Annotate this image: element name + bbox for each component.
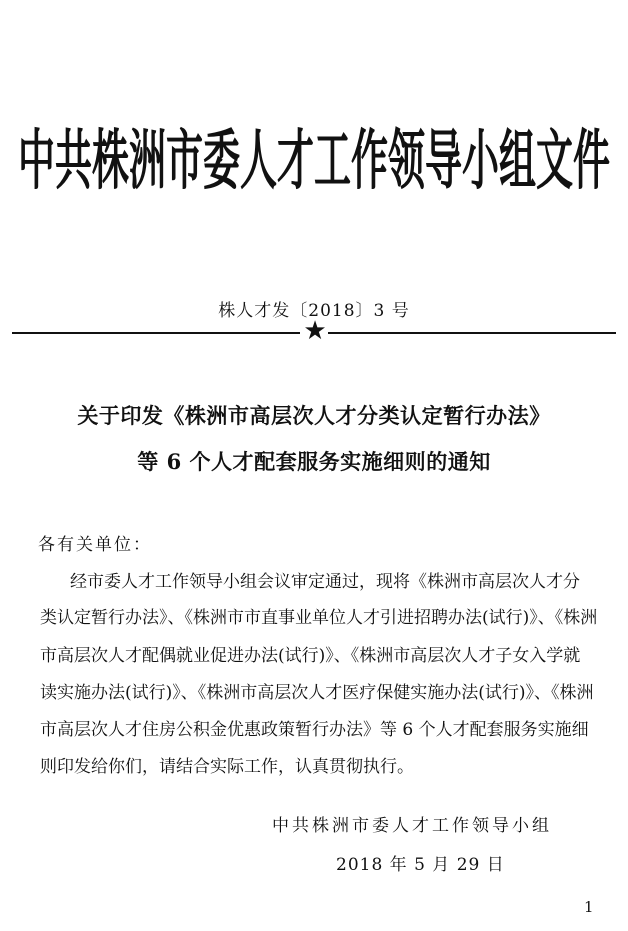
body-paragraph-line: 类认定暂行办法》、《株洲市市直事业单位人才引进招聘办法(试行)》、《株洲 [40, 608, 598, 628]
salutation: 各有关单位： [38, 535, 152, 555]
divider-line-right [328, 332, 616, 334]
body-paragraph-line: 市高层次人才配偶就业促进办法(试行)》、《株洲市高层次人才子女入学就 [40, 646, 581, 666]
signatory: 中共株洲市委人才工作领导小组 [272, 816, 552, 836]
document-number: 株人才发〔2018〕3 号 [218, 301, 410, 321]
body-paragraph-line: 读实施办法(试行)》、《株洲市高层次人才医疗保健实施办法(试行)》、《株洲 [40, 683, 594, 703]
page-number: 1 [584, 898, 594, 916]
body-paragraph-line: 市高层次人才住房公积金优惠政策暂行办法》等 6 个人才配套服务实施细 [40, 720, 589, 740]
star-icon: ★ [303, 316, 327, 346]
header-divider [12, 318, 616, 348]
issue-date: 2018 年 5 月 29 日 [336, 855, 505, 875]
body-paragraph-line: 经市委人才工作领导小组会议审定通过，现将《株洲市高层次人才分 [70, 572, 580, 592]
notice-title-line-1: 关于印发《株洲市高层次人才分类认定暂行办法》 [77, 403, 551, 428]
notice-title-line-2: 等 6 个人才配套服务实施细则的通知 [137, 449, 491, 474]
body-paragraph-line: 则印发给你们，请结合实际工作，认真贯彻执行。 [40, 757, 414, 777]
divider-line-left [12, 332, 300, 334]
document-header-title: 中共株洲市委人才工作领导小组文件 [18, 122, 610, 198]
